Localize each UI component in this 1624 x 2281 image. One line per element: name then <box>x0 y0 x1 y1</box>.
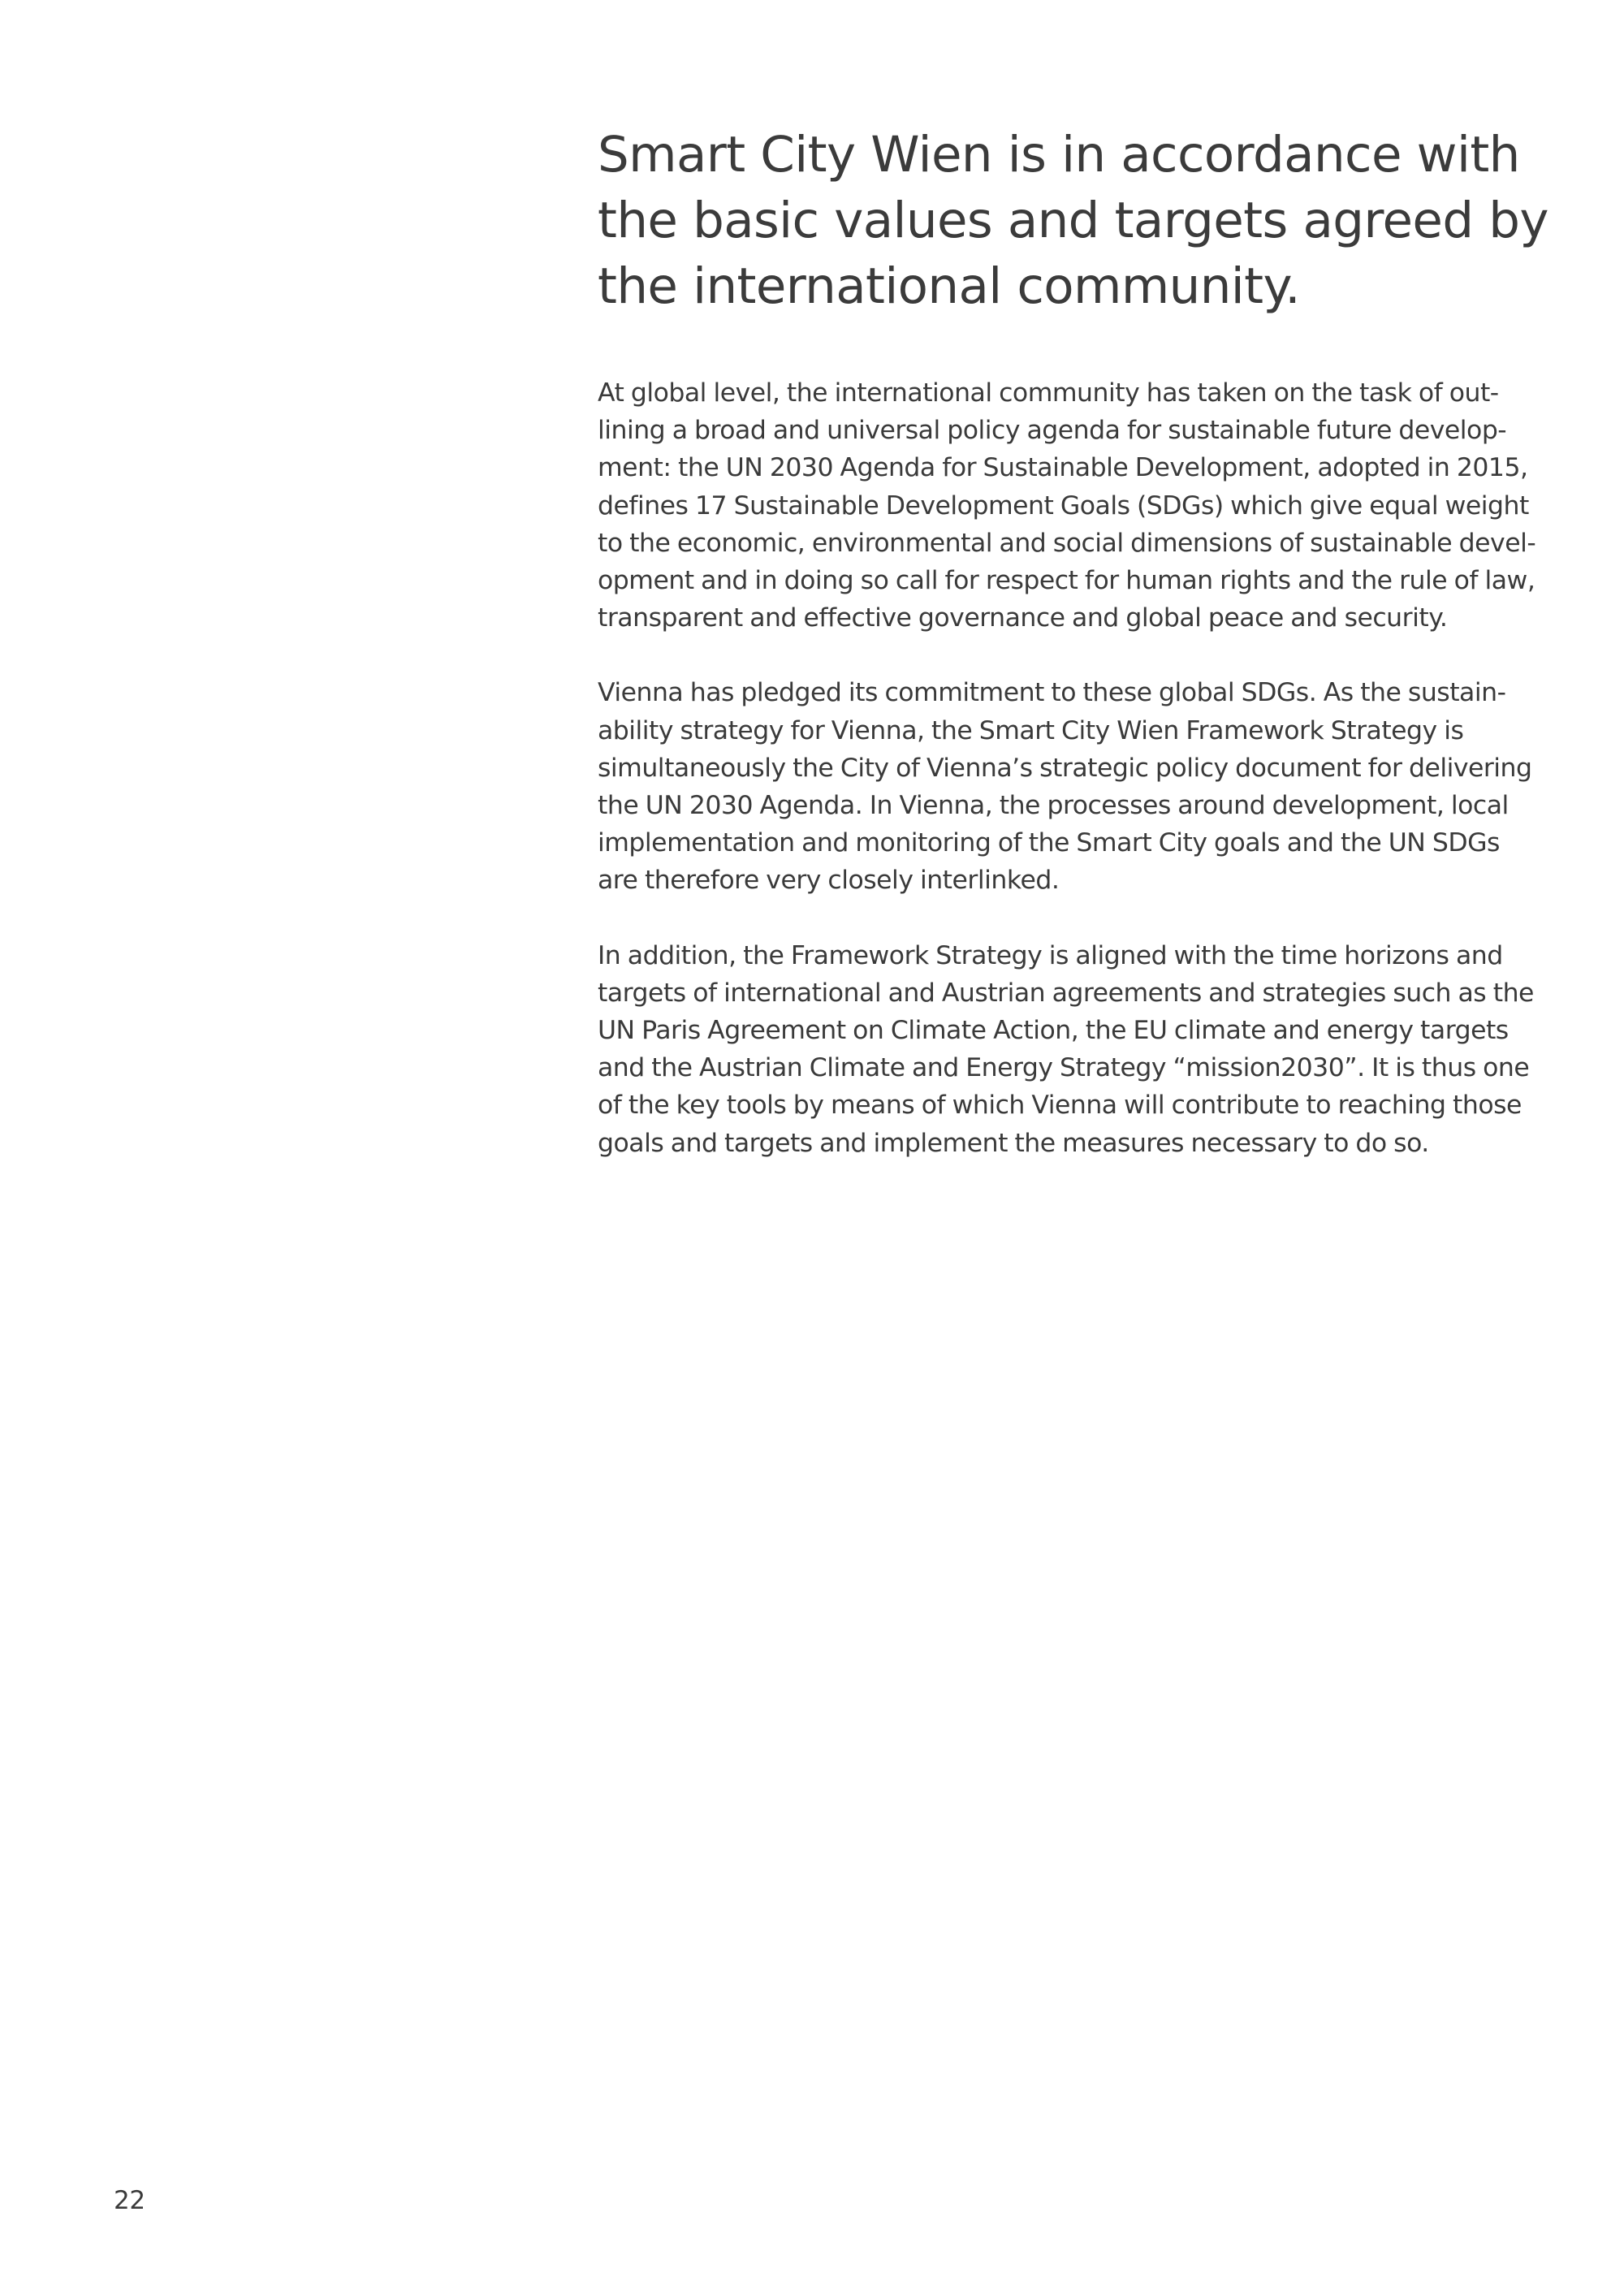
text-line: At global level, the international community has taken on the task of out- <box>598 378 1499 408</box>
text-line: In addition, the Framework Strategy is aligned with the time horizons and <box>598 940 1503 970</box>
heading-line: the international community. <box>598 257 1301 315</box>
text-line: are therefore very closely interlinked. <box>598 866 1060 896</box>
paragraph-vienna-commitment <box>598 674 1540 899</box>
body-text <box>598 374 1540 1162</box>
main-content <box>598 122 1548 1199</box>
text-line: simultaneously the City of Vienna’s strategic policy document for delivering <box>598 753 1532 783</box>
text-line: ment: the UN 2030 Agenda for Sustainable Development, adopted in 2015, <box>598 453 1528 483</box>
text-line: opment and in doing so call for respect for human rights and the rule of law, <box>598 566 1535 596</box>
text-line: implementation and monitoring of the Smart City goals and the UN SDGs <box>598 828 1500 858</box>
text-line: to the economic, environmental and social dimensions of sustainable devel- <box>598 528 1536 558</box>
text-line: Vienna has pledged its commitment to these global SDGs. As the sustain- <box>598 678 1506 708</box>
paragraph-global-agenda <box>598 374 1540 637</box>
text-line: goals and targets and implement the measures necessary to do so. <box>598 1128 1429 1158</box>
text-line: defines 17 Sustainable Development Goals (SDGs) which give equal weight <box>598 490 1529 521</box>
text-line: lining a broad and universal policy agenda for sustainable future develop- <box>598 416 1507 446</box>
text-line: UN Paris Agreement on Climate Action, the EU climate and energy targets <box>598 1016 1509 1046</box>
text-line: of the key tools by means of which Vienna will contribute to reaching those <box>598 1091 1522 1121</box>
heading-line: Smart City Wien is in accordance with <box>598 126 1520 184</box>
heading-line: the basic values and targets agreed by <box>598 192 1548 249</box>
text-line: ability strategy for Vienna, the Smart City Wien Framework Strategy is <box>598 715 1464 745</box>
text-line: the UN 2030 Agenda. In Vienna, the processes around development, local <box>598 791 1509 821</box>
page-heading <box>598 122 1548 319</box>
text-line: and the Austrian Climate and Energy Strategy “mission2030”. It is thus one <box>598 1053 1530 1083</box>
text-line: targets of international and Austrian agreements and strategies such as the <box>598 978 1534 1008</box>
text-line: transparent and effective governance and global peace and security. <box>598 603 1448 633</box>
page-number: 22 <box>114 2186 145 2215</box>
paragraph-framework-alignment <box>598 937 1540 1162</box>
